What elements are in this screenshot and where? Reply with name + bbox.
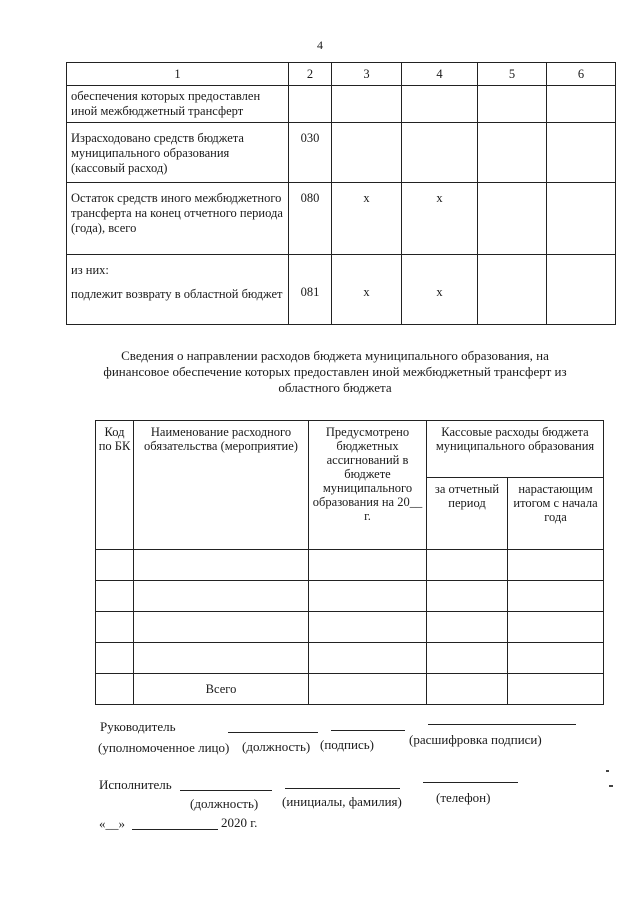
- column-header-cash: Кассовые расходы бюджета муниципального образования: [427, 421, 604, 478]
- column-number: 5: [478, 63, 547, 86]
- caption-position: (должность): [242, 739, 311, 754]
- caption-executor-position: (должность): [190, 796, 259, 811]
- column-header-period: за отчетный период: [427, 478, 508, 550]
- cell: [547, 183, 616, 255]
- table-header-row: [67, 63, 616, 86]
- report-table: [66, 62, 616, 325]
- cell: [478, 123, 547, 183]
- page-number: 4: [317, 38, 323, 52]
- cell: [478, 86, 547, 123]
- table-row: [67, 86, 616, 123]
- expenses-table: [95, 420, 604, 705]
- executor-position-line: [180, 790, 272, 791]
- date-year: 2020 г.: [221, 815, 258, 830]
- decode-line: [428, 724, 576, 725]
- column-header-code: Код по БК: [96, 421, 134, 550]
- head-label: Руководитель: [100, 719, 176, 734]
- position-line: [228, 732, 318, 733]
- executor-label: Исполнитель: [99, 777, 172, 792]
- cell: [478, 183, 547, 255]
- table-row: [67, 123, 616, 183]
- cell: [402, 86, 478, 123]
- row-description: Израсходовано средств бюджета муниципального образования (кассовый расход): [67, 123, 289, 183]
- row-description-main: подлежит возврату в областной бюджет: [71, 287, 283, 301]
- section-title: Сведения о направлении расходов бюджета муниципального образования, на финансовое обеспечение которых предоставлен иной межбюджетный трансферт из областного бюджета: [103, 348, 567, 395]
- row-description: обеспечения которых предоставлен иной межбюджетный трансферт: [67, 86, 289, 123]
- cell: [402, 123, 478, 183]
- executor-name-line: [285, 788, 400, 789]
- scan-speck: [609, 785, 613, 787]
- caption-phone: (телефон): [436, 790, 491, 805]
- column-number: 1: [67, 63, 289, 86]
- caption-signature: (подпись): [320, 737, 374, 752]
- column-number: 6: [547, 63, 616, 86]
- table-row: [67, 255, 616, 325]
- table-header-row: [96, 421, 604, 478]
- column-header-planned: Предусмотрено бюджетных ассигнований в бюджете муниципального образования на 20__ г.: [309, 421, 427, 550]
- column-number: 2: [289, 63, 332, 86]
- cross-mark: x: [402, 255, 478, 325]
- row-description: Остаток средств иного межбюджетного трансферта на конец отчетного периода (года), всего: [67, 183, 289, 255]
- scan-speck: [606, 770, 609, 772]
- row-code: [289, 86, 332, 123]
- cell: [547, 123, 616, 183]
- column-header-name: Наименование расходного обязательства (мероприятие): [134, 421, 309, 550]
- total-label: Всего: [134, 674, 309, 705]
- phone-line: [423, 782, 518, 783]
- row-code: 030: [289, 123, 332, 183]
- row-code: 080: [289, 183, 332, 255]
- cross-mark: x: [332, 183, 402, 255]
- column-header-cumulative: нарастающим итогом с начала года: [508, 478, 604, 550]
- table-row: [96, 643, 604, 674]
- cross-mark: x: [332, 255, 402, 325]
- cell: [547, 255, 616, 325]
- row-description-intro: из них:: [71, 263, 109, 277]
- cell: [547, 86, 616, 123]
- cell: [478, 255, 547, 325]
- table-row: [67, 183, 616, 255]
- cell: [332, 123, 402, 183]
- table-row: [96, 550, 604, 581]
- table-row: [96, 612, 604, 643]
- caption-authorized-person: (уполномоченное лицо): [98, 740, 230, 755]
- column-number: 3: [332, 63, 402, 86]
- caption-signature-decode: (расшифровка подписи): [409, 732, 542, 747]
- column-number: 4: [402, 63, 478, 86]
- cell: [332, 86, 402, 123]
- table-total-row: [96, 674, 604, 705]
- caption-executor-name: (инициалы, фамилия): [282, 794, 402, 809]
- signature-line: [331, 730, 405, 731]
- table-row: [96, 581, 604, 612]
- date-month-line: [132, 829, 218, 830]
- row-code: 081: [289, 255, 332, 325]
- cross-mark: x: [402, 183, 478, 255]
- row-description: [67, 255, 289, 325]
- date-day: «__»: [99, 816, 125, 831]
